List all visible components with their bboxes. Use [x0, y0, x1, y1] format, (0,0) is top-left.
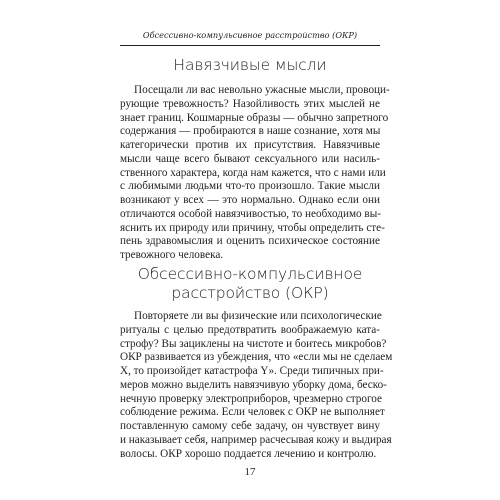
heading-line: расстройство (ОКР) — [171, 284, 329, 302]
text-line: мысли чаще всего бывают сексуального или насиль- — [120, 152, 380, 165]
text-line: строфу? Вы зациклены на чистоте и боитесь микробов? — [120, 337, 387, 350]
text-line: и наказывает себя, например расчесывая кожу и выдирая — [120, 433, 392, 446]
heading-line: Обсессивно-компульсивное — [137, 265, 363, 283]
section-heading-intrusive-thoughts — [120, 56, 380, 75]
paragraph-ocd — [120, 310, 393, 461]
text-line: ОКР развивается из убеждения, что «если мы не сделаем — [120, 351, 393, 364]
text-line: с любимыми людьми что-то произошло. Такие мысли — [120, 180, 380, 193]
text-line: категорически против их присутствия. Навязчивые — [120, 139, 380, 151]
text-line: рующие тревожность? Назойливость этих мыслей не — [120, 97, 380, 110]
heading-line: Навязчивые мысли — [173, 56, 327, 74]
text-line: волосы. ОКР хорошо поддается лечению и контролю. — [120, 447, 377, 460]
text-line: нечную проверку электроприборов, чрезмерно строгое — [120, 392, 383, 405]
running-head: Обсессивно-компульсивное расстройство (ОКР) — [142, 30, 358, 40]
text-line: содержания — пробираются в наше сознание, хотя мы — [120, 125, 381, 138]
text-line: тревожного человека. — [120, 249, 224, 261]
page-number: 17 — [244, 466, 256, 478]
header-rule — [120, 45, 380, 46]
text-line: ственного характера, когда нам кажется, что с нами или — [120, 166, 386, 179]
text-line: яснить их природу или причину, чтобы определить сте- — [120, 221, 385, 234]
text-line: Посещали ли вас невольно ужасные мысли, провоци- — [134, 84, 390, 96]
text-line: Повторяете ли вы физические или психологические — [134, 310, 382, 322]
text-line: ритуалы с целью предотвратить воображаемую ката- — [120, 323, 380, 336]
text-line: возникают у всех — это нормально. Однако если они — [120, 194, 380, 206]
text-line: отличаются особой навязчивостью, то необходимо вы- — [120, 207, 381, 220]
text-line: X, то произойдет катастрофа Y». Среди типичных при- — [120, 365, 384, 377]
paragraph-intrusive-thoughts — [120, 84, 390, 263]
text-line: поставленную самому себе задачу, он чувствует вину — [120, 420, 380, 432]
section-heading-ocd — [120, 265, 380, 303]
text-line: пень здравомыслия и оценить психическое состояние — [120, 235, 380, 248]
text-line: меров можно выделить навязчивую уборку дома, беско- — [120, 378, 387, 391]
text-line: знает границ. Кошмарные образы — обычно запретного — [120, 111, 389, 124]
text-line: соблюдение режима. Если человек с ОКР не выполняет — [120, 406, 385, 419]
